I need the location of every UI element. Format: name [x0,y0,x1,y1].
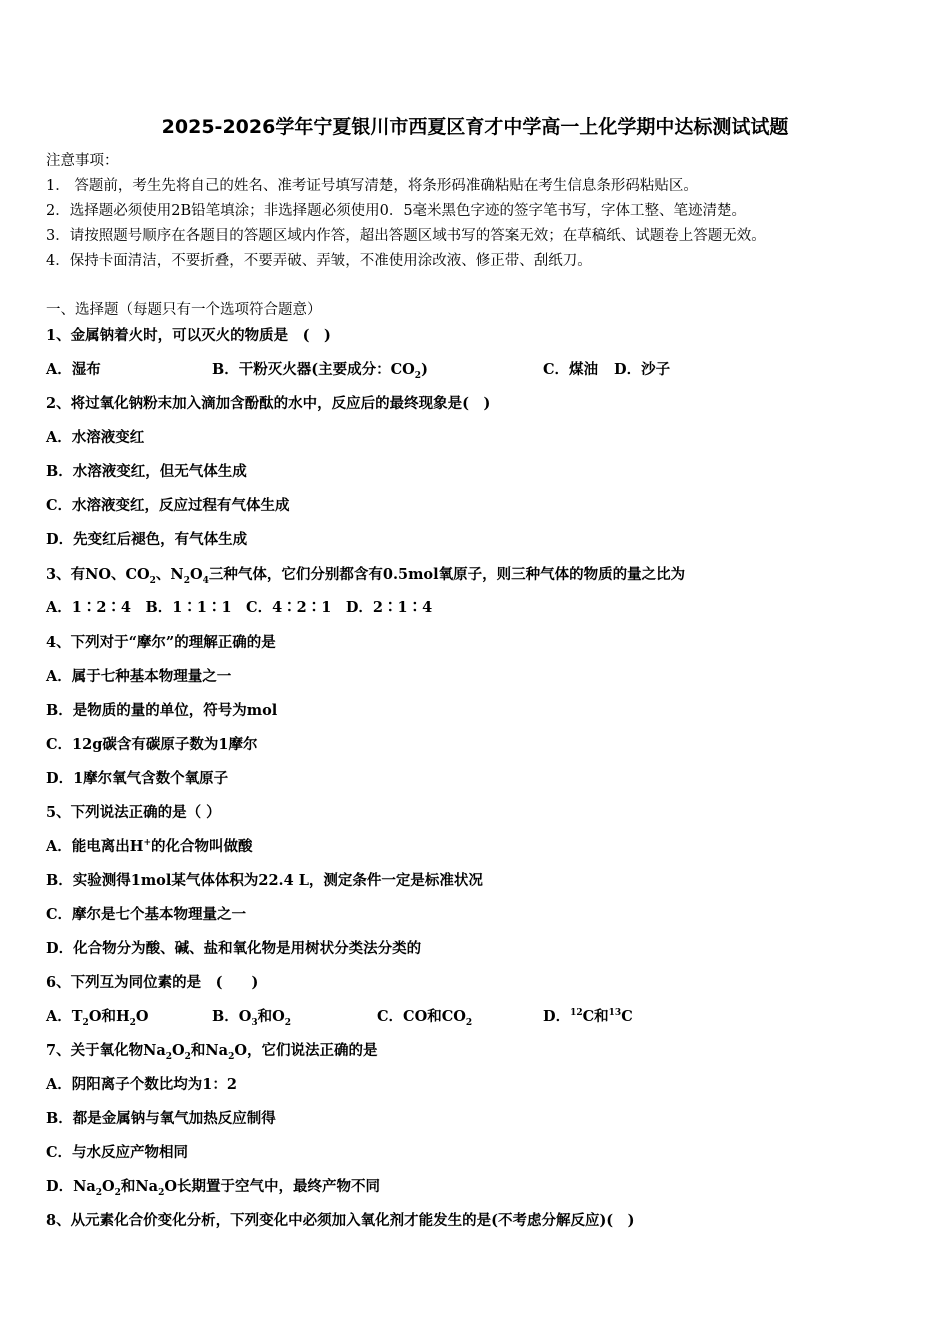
question-4-option-b: B．是物质的量的单位，符号为mol [46,702,278,719]
question-5-option-b: B．实验测得1mol某气体体积为22.4 L，测定条件一定是标准状况 [46,872,483,889]
notice-item-2: 2．选择题必须使用2B铅笔填涂；非选择题必须使用0．5毫米黑色字迹的签字笔书写，字体工整、笔迹清楚。 [46,203,747,219]
question-6-option-a: A．$T_2O$和$H_2O$ [46,1008,149,1028]
exam-title: 2025-2026学年宁夏银川市西夏区育才中学高一上化学期中达标测试试题 [161,116,789,138]
question-5-option-d: D．化合物分为酸、碱、盐和氧化物是用树状分类法分类的 [46,940,422,957]
question-7-option-c: C．与水反应产物相同 [46,1144,189,1161]
question-6-stem: 6、下列互为同位素的是 ( ) [46,974,259,991]
notice-item-1: 1． 答题前，考生先将自己的姓名、准考证号填写清楚，将条形码准确粘贴在考生信息条形码粘贴区。 [46,178,698,194]
question-4-option-d: D．1摩尔氧气含数个氧原子 [46,770,229,787]
question-2-option-b: B．水溶液变红，但无气体生成 [46,463,247,480]
question-1-option-a: A．湿布 [46,361,101,378]
section-heading: 一、选择题（每题只有一个选项符合题意） [46,302,322,318]
question-3-options: A．1∶2∶4 B．1∶1∶1 C．4∶2∶1 D．2∶1∶4 [46,599,433,616]
question-4-option-a: A．属于七种基本物理量之一 [46,668,232,685]
notice-item-4: 4．保持卡面清洁，不要折叠，不要弄破、弄皱，不准使用涂改液、修正带、刮纸刀。 [46,253,592,269]
question-6-option-b: B．$O_3$和$O_2$ [212,1008,292,1028]
question-6-option-c: C．CO和$CO_2$ [377,1008,473,1028]
question-7-option-b: B．都是金属钠与氧气加热反应制得 [46,1110,276,1127]
question-6-option-d: D．$^{12}$C和$^{13}$C [543,1008,633,1025]
question-5-option-c: C．摩尔是七个基本物理量之一 [46,906,247,923]
question-4-option-c: C．12g碳含有碳原子数为1摩尔 [46,736,258,753]
question-1-option-b: B．干粉灭火器(主要成分：$CO_2$) [212,361,428,381]
question-8-stem: 8、从元素化合价变化分析，下列变化中必须加入氧化剂才能发生的是(不考虑分解反应)( ) [46,1212,635,1229]
question-2-option-a: A．水溶液变红 [46,429,145,446]
notice-heading: 注意事项： [46,153,119,169]
question-5-option-a: A．能电离出H+的化合物叫做酸 [46,838,253,855]
question-1-stem: 1、金属钠着火时，可以灭火的物质是 ( ) [46,327,331,344]
question-2-stem: 2、将过氧化钠粉末加入滴加含酚酞的水中，反应后的最终现象是( ) [46,395,491,412]
question-7-stem: 7、关于氧化物$Na_2O_2$和$Na_2O$，它们说法正确的是 [46,1042,378,1062]
question-1-option-c: C．煤油 [543,361,599,378]
question-7-option-d: D．$Na_2O_2$和$Na_2O$长期置于空气中，最终产物不同 [46,1178,380,1198]
notice-item-3: 3．请按照题号顺序在各题目的答题区域内作答，超出答题区域书写的答案无效；在草稿纸、试题卷上答题无效。 [46,228,766,244]
question-3-stem: 3、有NO、$CO_2$、$N_2O_4$三种气体，它们分别都含有0.5mol氧原子，则三种气体的物质的量之比为 [46,566,686,586]
question-5-stem: 5、下列说法正确的是（ ） [46,804,221,821]
question-2-option-d: D．先变红后褪色，有气体生成 [46,531,248,548]
question-2-option-c: C．水溶液变红，反应过程有气体生成 [46,497,290,514]
question-7-option-a: A．阴阳离子个数比均为1：2 [46,1076,237,1093]
question-1-option-d: D．沙子 [614,361,671,378]
question-4-stem: 4、下列对于“摩尔”的理解正确的是 [46,634,276,651]
